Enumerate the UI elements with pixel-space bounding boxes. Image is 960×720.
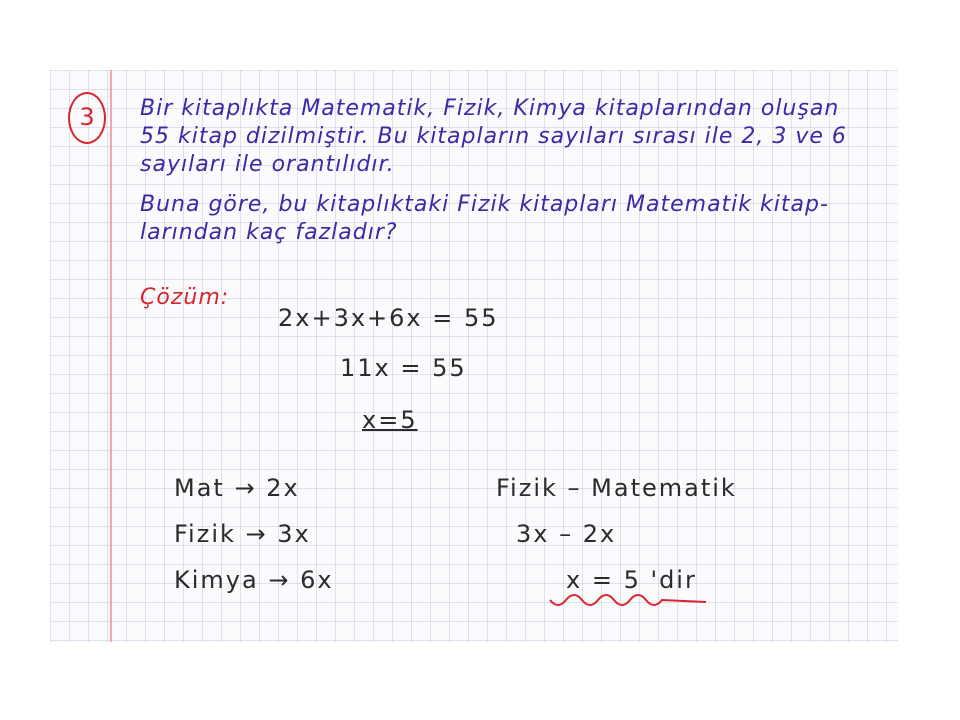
equation-result: x=5 [362,406,418,434]
question-line-2: 55 kitap dizilmiştir. Bu kitapların sayıları sırası ile 2, 3 ve 6 [140,124,847,149]
answer-underline-squiggle [546,590,716,612]
mapping-subject: Kimya [174,566,259,594]
mapping-row-mat [174,474,300,502]
mapping-subject: Fizik [174,520,236,548]
difference-answer: x = 5 'dir [566,566,697,594]
question-line-1: Bir kitaplıkta Matematik, Fizik, Kimya kitaplarından oluşan [140,96,840,121]
mapping-value: 6x [300,566,334,594]
difference-step: 3x – 2x [516,520,617,548]
arrow-icon: → [245,520,268,548]
question-line-4: Buna göre, bu kitaplıktaki Fizik kitapları Matematik kitap- [140,192,829,217]
solution-label: Çözüm: [140,285,230,310]
question-line-5: larından kaç fazladır? [140,220,398,245]
arrow-icon: → [268,566,291,594]
mapping-row-fizik [174,520,311,548]
question-number: 3 [68,92,106,144]
margin-line [110,70,112,642]
mapping-value: 3x [277,520,311,548]
notebook-page [50,70,898,642]
equation-step-2: 11x = 55 [340,354,467,382]
mapping-subject: Mat [174,474,225,502]
mapping-row-kimya [174,566,334,594]
equation-step-1: 2x+3x+6x = 55 [278,304,499,332]
question-line-3: sayıları ile orantılıdır. [140,152,395,177]
arrow-icon: → [234,474,257,502]
mapping-value: 2x [266,474,300,502]
difference-heading: Fizik – Matematik [496,474,737,502]
